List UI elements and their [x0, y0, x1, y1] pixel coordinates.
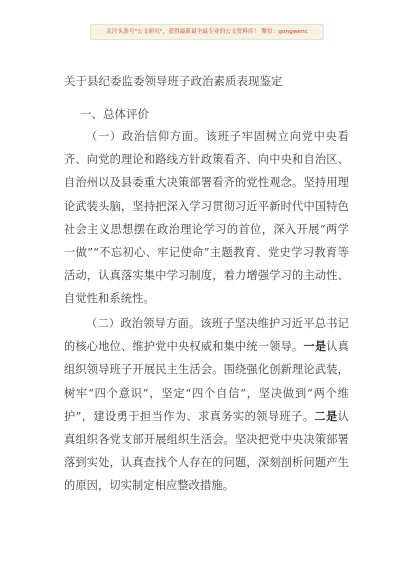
paragraph-text: 认真组织各党支部开展组织生活会。坚决把党中央决策部署落到实处，认真查找个人存在的问题，深刻剖析问题产生的原因，切实制定相应整改措施。: [64, 409, 349, 493]
document-title: 关于县纪委监委领导班子政治素质表现鉴定: [64, 74, 283, 88]
paragraph-text: 认真组织领导班子开展民主生活会。围绕强化创新理论武装，树牢“四个意识”，坚定“四个自信”，坚决做到“两个维护”，建设勇于担当作为、求真务实的领导班子。: [64, 340, 349, 423]
promo-banner: 关注头条号"公文研究"，获得最新最全最专业的公文资料库！ 微信：gongwenc: [90, 24, 324, 40]
point-marker-one: 一是: [303, 339, 327, 354]
point-marker-two: 二是: [314, 408, 338, 423]
paragraph-political-leadership: [64, 312, 349, 498]
section-heading: 一、总体评价: [80, 107, 149, 121]
paragraph-text: （二）政治领导方面。该班子坚决维护习近平总书记的核心地位、维护党中央权威和集中统一领导。: [64, 317, 349, 354]
paragraph-political-belief: （一）政治信仰方面。该班子牢固树立向党中央看齐、向党的理论和路线方针政策看齐、向中央和自治区、自治州以及县委重大决策部署看齐的党性观念。坚持用理论武装头脑，坚持把深入学习贯彻习近平新时代中国特色社会主义思想摆在政治理论学习的首位，深入开展“两学一做”“不忘初心、牢记使命”主题教育、党史学习教育等活动，认真落实集中学习制度，着力增强学习的主动性、自觉性和系统性。: [64, 130, 349, 306]
